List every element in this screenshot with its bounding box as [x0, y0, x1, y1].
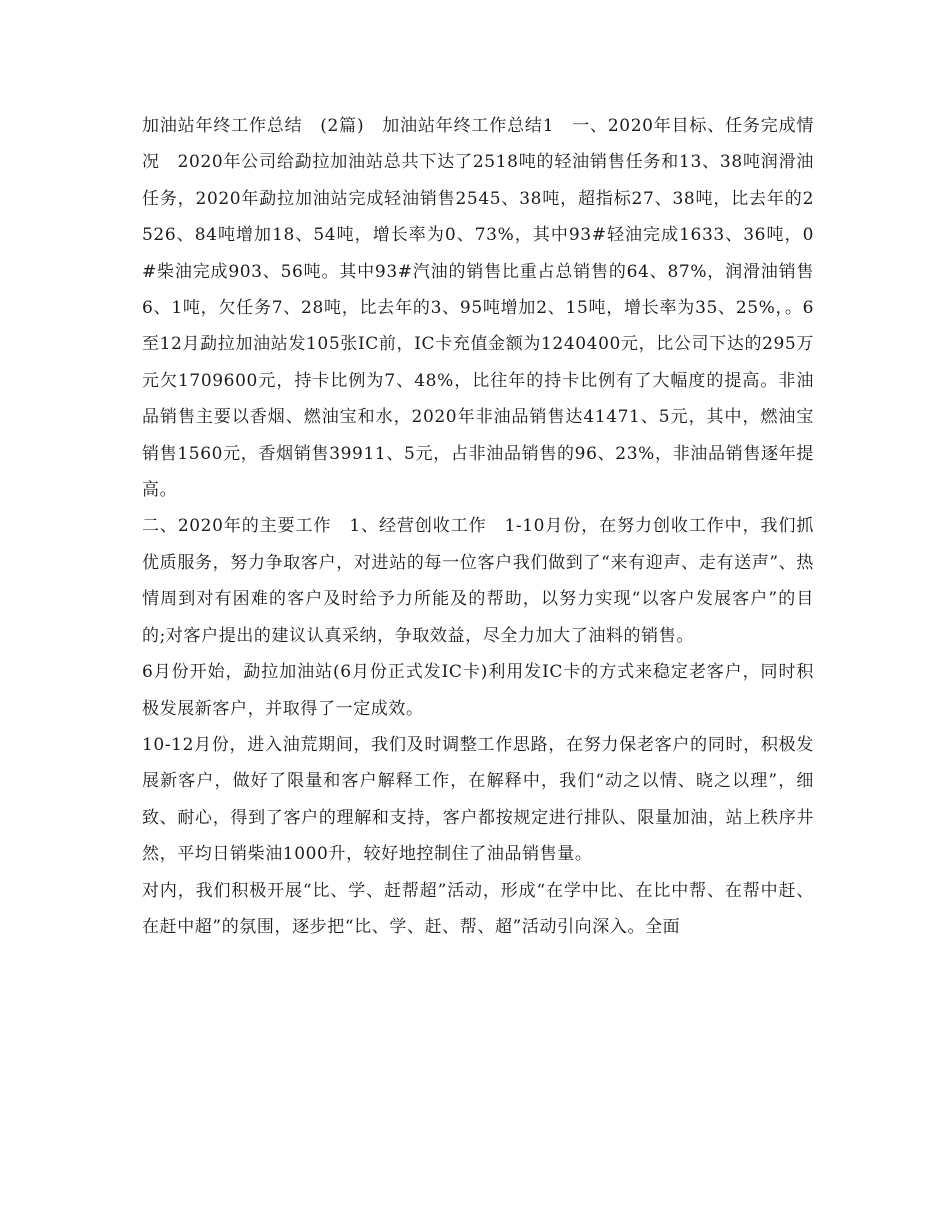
paragraph-oil-shortage: 10-12月份，进入油荒期间，我们及时调整工作思路，在努力保老客户的同时，积极发展新客户，做好了限量和客户解释工作，在解释中，我们“动之以情、晓之以理”，细致、耐心，得到了客户的理解和支持，客户都按规定进行排队、限量加油，站上秩序井然，平均日销柴油1000升，较好地控制住了油品销售量。	[142, 734, 814, 865]
document-body	[142, 108, 814, 945]
paragraph-summary-targets: 加油站年终工作总结 (2篇) 加油站年终工作总结1 一、2020年目标、任务完成情况 2020年公司给勐拉加油站总共下达了2518吨的轻油销售任务和13、38吨润滑油任务，2020年勐拉加油站完成轻油销售2545、38吨，超指标27、38吨，比去年的2526、84吨增加18、54吨，增长率为0、73%，其中93#轻油完成1633、36吨，0#柴油完成903、56吨。其中93#汽油的销售比重占总销售的64、87%，润滑油销售6、1吨，欠任务7、28吨，比去年的3、95吨增加2、15吨，增长率为35、25%，。6至12月勐拉加油站发105张IC前，IC卡充值金额为1240400元，比公司下达的295万元欠1709600元，持卡比例为7、48%，比往年的持卡比例有了大幅度的提高。非油品销售主要以香烟、燃油宝和水，2020年非油品销售达41471、5元，其中，燃油宝销售1560元，香烟销售39911、5元，占非油品销售的96、23%，非油品销售逐年提高。	[142, 116, 814, 501]
paragraph-internal-activities: 对内，我们积极开展“比、学、赶帮超”活动，形成“在学中比、在比中帮、在帮中赶、在赶中超”的氛围，逐步把“比、学、赶、帮、超”活动引向深入。全面	[142, 880, 814, 937]
paragraph-ic-card: 6月份开始，勐拉加油站(6月份正式发IC卡)利用发IC卡的方式来稳定老客户，同时积极发展新客户，并取得了一定成效。	[142, 662, 814, 719]
paragraph-main-work: 二、2020年的主要工作 1、经营创收工作 1-10月份，在努力创收工作中，我们抓优质服务，努力争取客户，对进站的每一位客户我们做到了“来有迎声、走有送声”、热情周到对有困难的客户及时给予力所能及的帮助，以努力实现“以客户发展客户”的目的;对客户提出的建议认真采纳，争取效益，尽全力加大了油料的销售。	[142, 516, 814, 646]
